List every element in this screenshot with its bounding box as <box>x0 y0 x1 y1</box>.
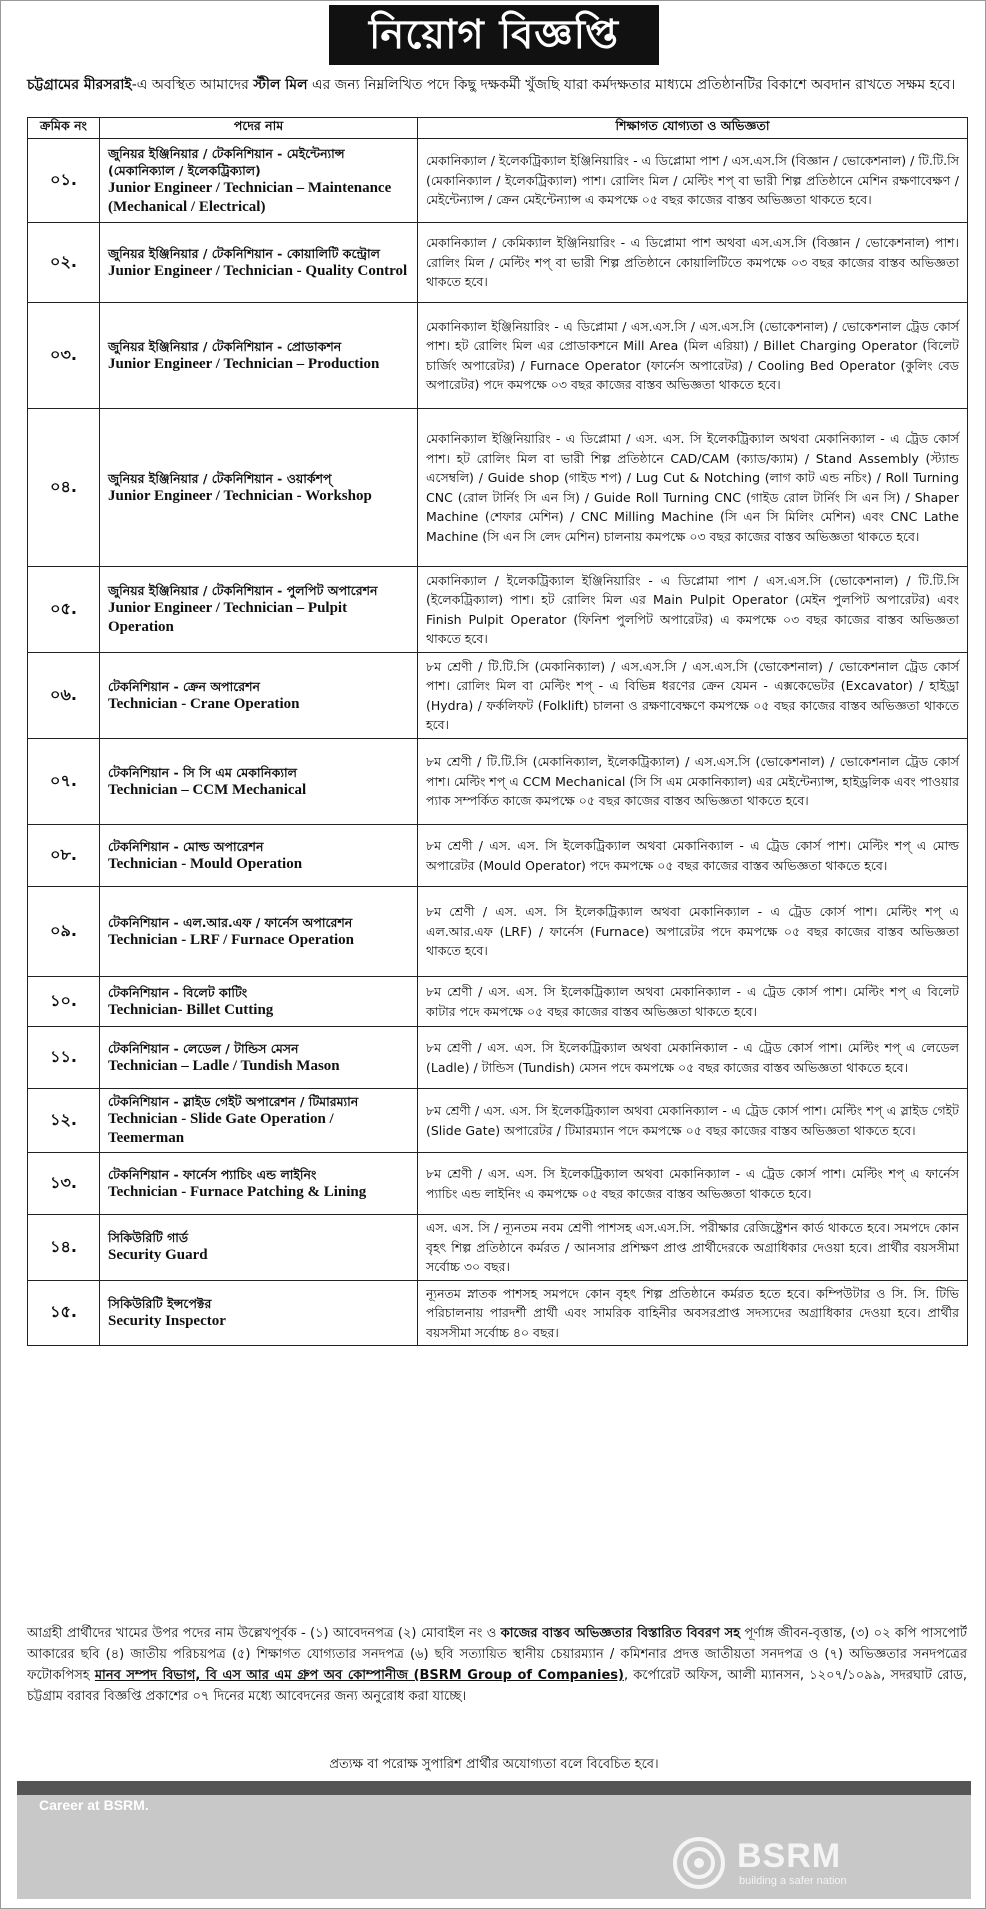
row-serial: ০৭. <box>28 739 100 825</box>
row-serial: ০১. <box>28 139 100 223</box>
row-post <box>100 1280 418 1346</box>
post-title-english: Technician - LRF / Furnace Operation <box>108 931 354 948</box>
instructions-emphasis: কাজের বাস্তব অভিজ্ঞতার বিস্তারিত বিবরণ সহ <box>500 1626 741 1641</box>
row-serial: ১০. <box>28 977 100 1027</box>
post-title-bangla: টেকনিশিয়ান - স্লাইড গেইট অপারেশন / টিমারম্যান <box>108 1094 359 1109</box>
table-row <box>28 653 968 739</box>
table-row <box>28 887 968 977</box>
post-title-english: Junior Engineer / Technician – Pulpit Operation <box>108 600 348 635</box>
row-post <box>100 653 418 739</box>
intro-text-a: -এ অবস্থিত আমাদের <box>131 77 254 93</box>
post-title-bangla: টেকনিশিয়ান - লেডেল / টান্ডিস মেসন <box>108 1040 299 1056</box>
post-title-english: Technician - Mould Operation <box>108 855 303 872</box>
table-header-row <box>28 118 968 139</box>
instructions-c: , কর্পোরেট অফিস, আলী ম্যানসন, ১২০৭/১০৯৯, সদরঘাট রোড, চট্টগ্রাম বরাবর বিজ্ঞপ্তি প্রকাশের ০৭ দিনের মধ্যে আবেদনের জন্য অনুরোধ করা যাচ্ছে। <box>27 1668 967 1704</box>
intro-location: চট্টগ্রামের মীরসরাই <box>27 77 132 93</box>
recommendation-note: প্রত্যক্ষ বা পরোক্ষ সুপারিশ প্রার্থীর অযোগ্যতা বলে বিবেচিত হবে। <box>329 1757 659 1772</box>
table-row <box>28 1215 968 1281</box>
row-post <box>100 739 418 825</box>
post-title-bangla: সিকিউরিটি ইন্সপেক্টর <box>108 1295 212 1311</box>
row-post <box>100 303 418 409</box>
post-title-english: Technician - Furnace Patching & Lining <box>108 1183 367 1200</box>
bottom-banner-strip <box>17 1781 971 1795</box>
post-title-english: Junior Engineer / Technician - Workshop <box>108 487 372 504</box>
instructions-b: পূর্ণাঙ্গ জীবন-বৃত্তান্ত, (৩) ০২ কপি পাসপোর্ট আকারের ছবি (৪) জাতীয় পরিচয়পত্র (৫) শিক্ষাগত যোগ্যতার সনদপত্র (৬) ছবি সত্যায়িত স্থানীয় চেয়ারম্যান / কমিশনার প্রদত্ত জাতীয়তা সনদপত্র ও (৭) অভিজ্ঞতার সনদপত্রের ফটোকপিসহ <box>27 1626 967 1683</box>
post-title-bangla: টেকনিশিয়ান - ক্রেন অপারেশন <box>108 678 261 694</box>
row-qualification: মেকানিক্যাল / ইলেকট্রিক্যাল ইঞ্জিনিয়ারিং - এ ডিপ্লোমা পাশ / এস.এস.সি (ভোকেশনাল) / টি.টি.সি (ইলেকট্রিক্যাল) পাশ। হট রোলিং মিল এর Main Pulpit Operator (মেইন পুলপিট অপারেটর) এবং Finish Pulpit Operator (ফিনিশ পুলপিট অপারেটর) এ কমপক্ষে ০৩ বছর কাজের বাস্তব অভিজ্ঞতা থাকতে হবে। <box>418 567 968 653</box>
bsrm-logo <box>667 1835 967 1895</box>
row-post <box>100 1027 418 1089</box>
row-qualification: মেকানিক্যাল ইঞ্জিনিয়ারিং - এ ডিপ্লোমা / এস.এস.সি / এস.এস.সি (ভোকেশনাল) / ভোকেশনাল ট্রেড কোর্স পাশ। হট রোলিং মিল এর প্রোডাকশনে Mill Area (মিল এরিয়া) / Billet Charging Operator (বিলেট চার্জিং অপারেটর) / Furnace Operator (ফার্নেস অপারেটর) / Cooling Bed Operator (কুলিং বেড অপারেটর) পদে কমপক্ষে ০৩ বছর কাজের বাস্তব অভিজ্ঞতা থাকতে হবে। <box>418 303 968 409</box>
post-title-bangla: জুনিয়র ইঞ্জিনিয়ার / টেকনিশিয়ান - মেইন্টেন্যান্স (মেকানিক্যাল / ইলেকট্রিক্যাল) <box>108 145 345 178</box>
jobs-table <box>27 117 968 1346</box>
row-post <box>100 139 418 223</box>
table-row <box>28 223 968 303</box>
hr-department: মানব সম্পদ বিভাগ, বি এস আর এম গ্রুপ অব কোম্পানীজ (BSRM Group of Companies) <box>94 1668 624 1683</box>
career-tagline: Career at BSRM. <box>39 1797 149 1813</box>
post-title-bangla: সিকিউরিটি গার্ড <box>108 1230 189 1246</box>
row-serial: ১২. <box>28 1089 100 1153</box>
row-qualification: ৮ম শ্রেণী / এস. এস. সি ইলেকট্রিক্যাল অথবা মেকানিক্যাল - এ ট্রেড কোর্স পাশ। মেল্টিং শপ্ এ স্লাইড গেইট (Slide Gate) অপারেটর / টিমারম্যান পদে কমপক্ষে ০৫ বছর কাজের বাস্তব অভিজ্ঞতা থাকতে হবে। <box>418 1089 968 1153</box>
table-row <box>28 303 968 409</box>
row-post <box>100 1153 418 1215</box>
post-title-bangla: টেকনিশিয়ান - এল.আর.এফ / ফার্নেস অপারেশন <box>108 914 353 930</box>
header-serial: ক্রমিক নং <box>28 118 100 139</box>
row-qualification: মেকানিক্যাল / ইলেকট্রিক্যাল ইঞ্জিনিয়ারিং - এ ডিপ্লোমা পাশ / এস.এস.সি (বিজ্ঞান / ভোকেশনাল) / টি.টি.সি (মেকানিক্যাল / ইলেকট্রিক্যাল) পাশ। রোলিং মিল / মেল্টিং শপ্ বা ভারী শিল্প প্রতিষ্ঠানে মেশিন রক্ষণাবেক্ষণ / মেইন্টেন্যান্স / ক্রেন মেইন্টেন্যান্স এ কমপক্ষে ০৫ বছর কাজের বাস্তব অভিজ্ঞতা থাকতে হবে। <box>418 139 968 223</box>
intro-steel-mill: স্টীল মিল <box>253 77 308 93</box>
row-serial: ১৪. <box>28 1215 100 1281</box>
row-post <box>100 825 418 887</box>
post-title-bangla: জুনিয়র ইঞ্জিনিয়ার / টেকনিশিয়ান - প্রোডাকশন <box>108 338 342 354</box>
header-post: পদের নাম <box>100 118 418 139</box>
table-row <box>28 1280 968 1346</box>
row-qualification: ৮ম শ্রেণী / টি.টি.সি (মেকানিক্যাল) / এস.এস.সি / এস.এস.সি (ভোকেশনাল) / ভোকেশনাল ট্রেড কোর্স পাশ। রোলিং মিল বা মেল্টিং শপ্ - এ বিভিন্ন ধরণের ক্রেন যেমন - এক্সকেভেটর (Excavator) / হাইড্রা (Hydra) / ফর্কলিফট (Folklift) চালনা ও রক্ষণাবেক্ষণে কমপক্ষে ০৫ বছর কাজের বাস্তব অভিজ্ঞতা থাকতে হবে। <box>418 653 968 739</box>
application-instructions <box>27 1623 967 1707</box>
row-serial: ১৩. <box>28 1153 100 1215</box>
post-title-english: Junior Engineer / Technician - Quality Control <box>108 262 408 279</box>
row-post <box>100 409 418 567</box>
row-serial: ০৪. <box>28 409 100 567</box>
logo-wordmark: BSRM <box>737 1837 842 1875</box>
row-qualification: ৮ম শ্রেণী / এস. এস. সি ইলেকট্রিক্যাল অথবা মেকানিক্যাল - এ ট্রেড কোর্স পাশ। মেল্টিং শপ্ এ লেডেল (Ladle) / টান্ডিস (Tundish) মেসন পদে কমপক্ষে ০৫ বছর কাজের বাস্তব অভিজ্ঞতা থাকতে হবে। <box>418 1027 968 1089</box>
post-title-bangla: জুনিয়র ইঞ্জিনিয়ার / টেকনিশিয়ান - কোয়ালিটি কন্ট্রোল <box>108 245 380 261</box>
page-title: নিয়োগ বিজ্ঞপ্তি <box>329 5 659 65</box>
title-banner <box>1 5 986 69</box>
instructions-a: আগ্রহী প্রার্থীদের খামের উপর পদের নাম উল্লেখপূর্বক - (১) আবেদনপত্র (২) মোবাইল নং ও <box>27 1626 501 1641</box>
table-row <box>28 825 968 887</box>
post-title-bangla: টেকনিশিয়ান - ফার্নেস প্যাচিং এন্ড লাইনিং <box>108 1166 317 1182</box>
row-qualification: ৮ম শ্রেণী / টি.টি.সি (মেকানিক্যাল, ইলেকট্রিক্যাল) / এস.এস.সি (ভোকেশনাল) / ভোকেশনাল ট্রেড কোর্স পাশ। মেল্টিং শপ্ এ CCM Mechanical (সি সি এম মেকানিক্যাল) এর মেইন্টেন্যান্স, হাইড্রলিক এবং পাওয়ার প্যাক সম্পর্কিত কাজে কমপক্ষে ০৫ বছর কাজের বাস্তব অভিজ্ঞতা থাকতে হবে। <box>418 739 968 825</box>
row-qualification: ৮ম শ্রেণী / এস. এস. সি ইলেকট্রিক্যাল অথবা মেকানিক্যাল - এ ট্রেড কোর্স পাশ। মেল্টিং শপ্ এ ফার্নেস প্যাচিং এন্ড লাইনিং এ কমপক্ষে ০৫ বছর কাজের বাস্তব অভিজ্ঞতা থাকতে হবে। <box>418 1153 968 1215</box>
row-serial: ০৫. <box>28 567 100 653</box>
bsrm-logo-icon <box>667 1835 731 1891</box>
row-qualification: ৮ম শ্রেণী / এস. এস. সি ইলেকট্রিক্যাল অথবা মেকানিক্যাল - এ ট্রেড কোর্স পাশ। মেল্টিং শপ্ এ বিলেট কাটার পদে কমপক্ষে ০৫ বছর কাজের বাস্তব অভিজ্ঞতা থাকতে হবে। <box>418 977 968 1027</box>
row-serial: ০৩. <box>28 303 100 409</box>
row-qualification: ৮ম শ্রেণী / এস. এস. সি ইলেকট্রিক্যাল অথবা মেকানিক্যাল - এ ট্রেড কোর্স পাশ। মেল্টিং শপ্ এ মোল্ড অপারেটর (Mould Operator) পদে কমপক্ষে ০৫ বছর কাজের বাস্তব অভিজ্ঞতা থাকতে হবে। <box>418 825 968 887</box>
row-serial: ০৯. <box>28 887 100 977</box>
row-post <box>100 223 418 303</box>
post-title-english: Junior Engineer / Technician – Maintenance (Mechanical / Electrical) <box>108 179 392 215</box>
row-qualification: ৮ম শ্রেণী / এস. এস. সি ইলেকট্রিক্যাল অথবা মেকানিক্যাল - এ ট্রেড কোর্স পাশ। মেল্টিং শপ্ এ এল.আর.এফ (LRF) / ফার্নেস (Furnace) অপারেটর পদে কমপক্ষে ০৫ বছর কাজের বাস্তব অভিজ্ঞতা থাকতে হবে। <box>418 887 968 977</box>
row-qualification: মেকানিক্যাল / কেমিক্যাল ইঞ্জিনিয়ারিং - এ ডিপ্লোমা পাশ অথবা এস.এস.সি (বিজ্ঞান / ভোকেশনাল) পাশ। রোলিং মিল / মেল্টিং শপ্ বা ভারী শিল্প প্রতিষ্ঠানে কোয়ালিটিতে কমপক্ষে ০৩ বছর কাজের বাস্তব অভিজ্ঞতা থাকতে হবে। <box>418 223 968 303</box>
post-title-english: Technician- Billet Cutting <box>108 1001 274 1018</box>
post-title-bangla: টেকনিশিয়ান - মোল্ড অপারেশন <box>108 838 264 854</box>
post-title-english: Technician – Ladle / Tundish Mason <box>108 1057 340 1074</box>
post-title-bangla: টেকনিশিয়ান - সি সি এম মেকানিক্যাল <box>108 764 297 780</box>
row-serial: ০৬. <box>28 653 100 739</box>
table-row <box>28 739 968 825</box>
row-post <box>100 887 418 977</box>
post-title-english: Technician - Slide Gate Operation / Teemerman <box>108 1111 334 1146</box>
row-qualification: মেকানিক্যাল ইঞ্জিনিয়ারিং - এ ডিপ্লোমা / এস. এস. সি ইলেকট্রিক্যাল অথবা মেকানিক্যাল - এ ট্রেড কোর্স পাশ। হট রোলিং মিল বা ভারী শিল্প প্রতিষ্ঠানে CAD/CAM (ক্যাড/ক্যাম) / Stand Assembly (স্ট্যান্ড এসেম্বলি) / Guide shop (গাইড শপ) / Lug Cut & Notching (লাগ কাট এন্ড নচিং) / Roll Turning CNC (রোল টার্নিং সি এন সি) / Guide Roll Turning CNC (গাইড রোল টার্নিং সি এন সি) / Shaper Machine (শেফার মেশিন) / CNC Milling Machine (সি এন সি মিলিং মেশিন) এবং CNC Lathe Machine (সি এন সি লেদ মেশিন) চালনায় কমপক্ষে ০৩ বছর কাজের বাস্তব অভিজ্ঞতা থাকতে হবে। <box>418 409 968 567</box>
table-row <box>28 567 968 653</box>
intro-text-b: এর জন্য নিম্নলিখিত পদে কিছু দক্ষকর্মী খুঁজছি যারা কর্মদক্ষতার মাধ্যমে প্রতিষ্ঠানটির বিকাশে অবদান রাখতে সক্ষম হবে। <box>307 77 956 93</box>
post-title-bangla: টেকনিশিয়ান - বিলেট কাটিং <box>108 984 248 1000</box>
table-row <box>28 1089 968 1153</box>
post-title-english: Security Inspector <box>108 1312 226 1329</box>
header-qualification: শিক্ষাগত যোগ্যতা ও অভিজ্ঞতা <box>418 118 968 139</box>
intro-paragraph <box>27 75 967 95</box>
table-row <box>28 409 968 567</box>
post-title-english: Technician - Crane Operation <box>108 695 300 712</box>
row-post <box>100 1089 418 1153</box>
row-qualification: ন্যূনতম স্নাতক পাশসহ সমপদে কোন বৃহৎ শিল্প প্রতিষ্ঠানে কর্মরত হতে হবে। কম্পিউটার ও সি. সি. টিভি পরিচালনায় পারদর্শী প্রার্থী এবং সামরিক বাহিনীর অবসরপ্রাপ্ত সদস্যদের অগ্রাধিকার দেওয়া হবে। প্রার্থীর বয়সসীমা সর্বোচ্চ ৪০ বছর। <box>418 1280 968 1346</box>
row-serial: ১৫. <box>28 1280 100 1346</box>
table-row <box>28 139 968 223</box>
logo-tagline: building a safer nation <box>739 1875 847 1887</box>
row-post <box>100 1215 418 1281</box>
row-serial: ০২. <box>28 223 100 303</box>
row-qualification: এস. এস. সি / ন্যূনতম নবম শ্রেণী পাশসহ এস.এস.সি. পরীক্ষার রেজিষ্ট্রেশন কার্ড থাকতে হবে। সমপদে কোন বৃহৎ শিল্প প্রতিষ্ঠানে কর্মরত / আনসার প্রশিক্ষণ প্রাপ্ত প্রার্থীদেরকে অগ্রাধিকার দেওয়া হবে। প্রার্থীর বয়সসীমা সর্বোচ্চ ৩০ বছর। <box>418 1215 968 1281</box>
post-title-bangla: জুনিয়র ইঞ্জিনিয়ার / টেকনিশিয়ান - ওয়ার্কশপ্ <box>108 470 332 486</box>
row-post <box>100 977 418 1027</box>
row-post <box>100 567 418 653</box>
post-title-english: Technician – CCM Mechanical <box>108 781 307 798</box>
table-row <box>28 977 968 1027</box>
post-title-bangla: জুনিয়র ইঞ্জিনিয়ার / টেকনিশিয়ান - পুলপিট অপারেশন <box>108 583 378 598</box>
post-title-english: Junior Engineer / Technician – Production <box>108 355 380 372</box>
row-serial: ১১. <box>28 1027 100 1089</box>
table-row <box>28 1153 968 1215</box>
table-row <box>28 1027 968 1089</box>
post-title-english: Security Guard <box>108 1247 208 1264</box>
row-serial: ০৮. <box>28 825 100 887</box>
